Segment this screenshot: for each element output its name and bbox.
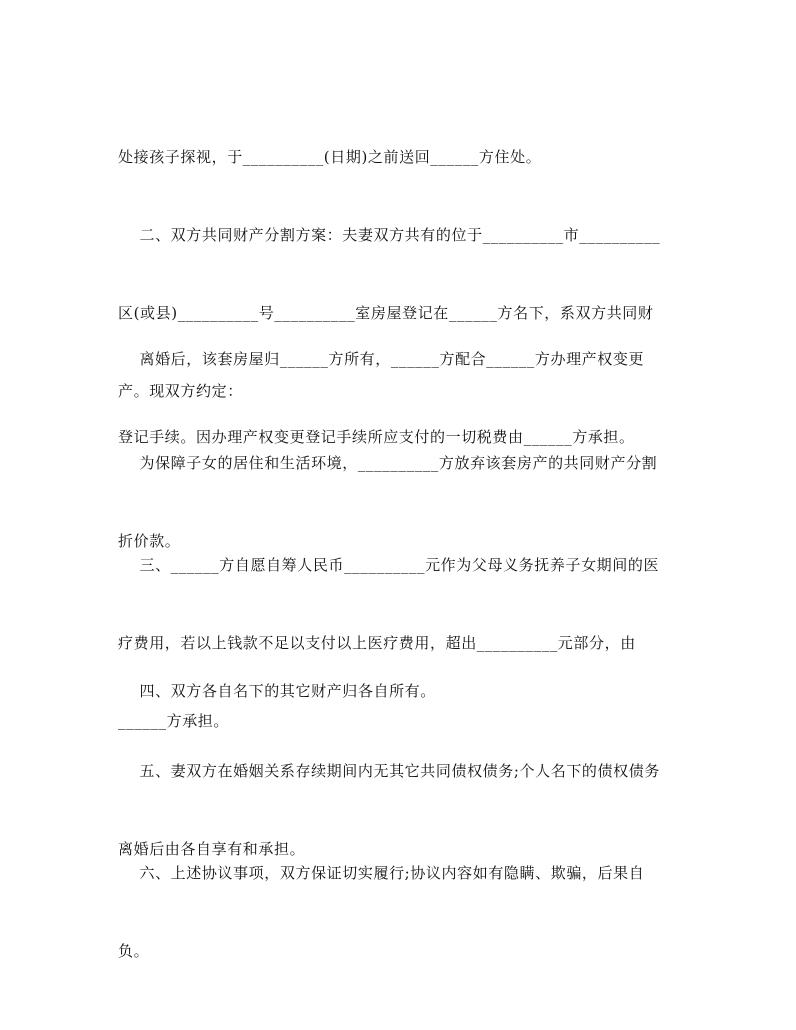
text-line: 处接孩子探视，于__________(日期)之前送回______方住处。 bbox=[118, 148, 542, 166]
text-line: 负。 bbox=[118, 942, 150, 960]
text-line: 产。现双方约定： bbox=[118, 382, 243, 400]
text-line: 为保障子女的居住和生活环境，__________方放弃该套房产的共同财产分割 bbox=[118, 454, 658, 472]
text-line: 登记手续。因办理产权变更登记手续所应支付的一切税费由______方承担。 bbox=[118, 428, 635, 446]
text-line: 离婚后，该套房屋归______方所有，______方配合______方办理产权变更 bbox=[118, 350, 645, 368]
paragraph-performance-guarantee bbox=[118, 808, 686, 1016]
text-line: 离婚后由各自享有和承担。 bbox=[118, 840, 306, 858]
text-line: ______方承担。 bbox=[118, 712, 230, 730]
text-line: 三、______方自愿自筹人民币__________元作为父母义务抚养子女期间的医 bbox=[118, 556, 660, 574]
text-line: 四、双方各自名下的其它财产归各自所有。 bbox=[118, 682, 436, 700]
text-line: 二、双方共同财产分割方案：夫妻双方共有的位于__________市__________ bbox=[118, 226, 661, 244]
text-line: 六、上述协议事项，双方保证切实履行;协议内容如有隐瞒、欺骗，后果自 bbox=[118, 864, 645, 882]
text-line: 区(或县)__________号__________室房屋登记在______方名下，系双方共同财 bbox=[118, 304, 654, 322]
text-line: 疗费用，若以上钱款不足以支付以上医疗费用，超出__________元部分，由 bbox=[118, 634, 636, 652]
text-line: 折价款。 bbox=[118, 532, 181, 550]
text-line: 五、妻双方在婚姻关系存续期间内无其它共同债权债务;个人名下的债权债务 bbox=[118, 762, 660, 780]
